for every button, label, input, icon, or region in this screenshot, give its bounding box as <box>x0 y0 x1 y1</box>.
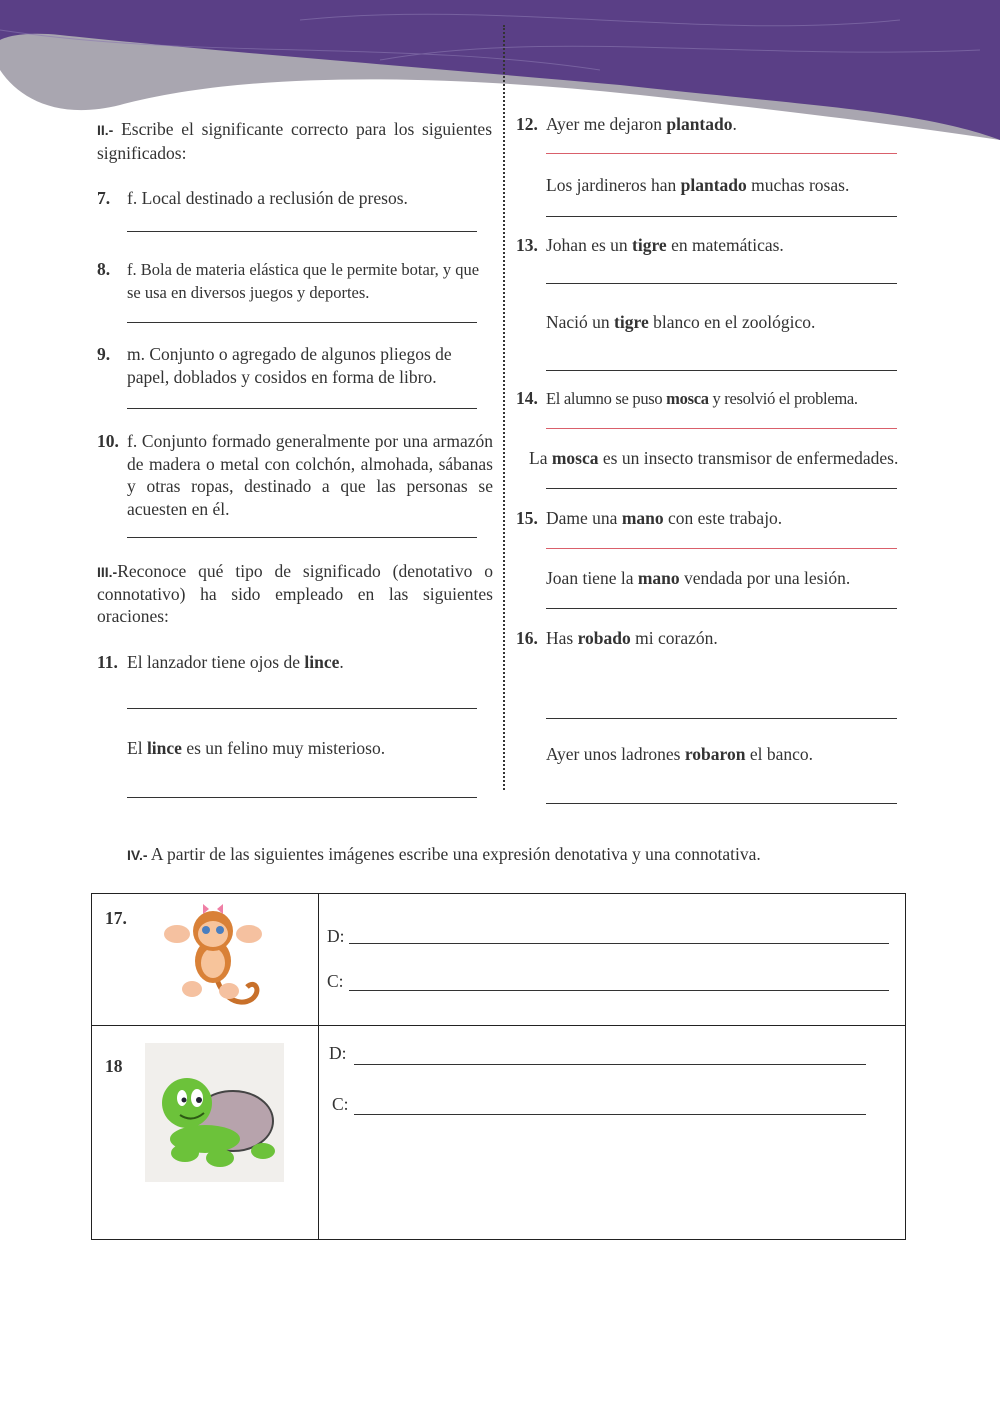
connotative-line[interactable] <box>349 990 889 991</box>
text: Johan es un <box>546 235 633 255</box>
text: y resolvió el problema. <box>708 389 858 408</box>
text: Has <box>546 628 578 648</box>
text: blanco en el zoológico. <box>648 312 816 332</box>
answer-cell <box>319 1026 906 1240</box>
section-4-instruction <box>127 843 761 867</box>
section-2-instruction <box>97 118 492 165</box>
q15-sentence-b <box>546 567 850 590</box>
image-cell <box>92 894 319 1026</box>
answer-line-12a[interactable] <box>546 153 897 154</box>
connotative-label: C: <box>327 971 344 991</box>
q14-number: 14. <box>516 388 538 408</box>
keyword: mosca <box>551 448 599 468</box>
q10-number: 10. <box>97 431 119 451</box>
keyword: robaron <box>684 744 746 764</box>
text: El <box>127 738 147 758</box>
text: en matemáticas. <box>666 235 784 255</box>
image-expression-table <box>91 893 906 1240</box>
table-row <box>92 894 906 1026</box>
answer-line-8[interactable] <box>127 322 477 323</box>
answer-line-11a[interactable] <box>127 708 477 709</box>
q13-sentence-a <box>546 234 784 257</box>
answer-line-11b[interactable] <box>127 797 477 798</box>
q11-sentence-b <box>127 737 385 760</box>
denotative-label: D: <box>327 926 345 946</box>
text: . <box>732 114 737 134</box>
text: Dame una <box>546 508 622 528</box>
answer-line-15a[interactable] <box>546 548 897 549</box>
monkey-image <box>157 899 267 1009</box>
answer-line-16b[interactable] <box>546 803 897 804</box>
q16-number: 16. <box>516 628 538 648</box>
text: mi corazón. <box>630 628 718 648</box>
keyword: robado <box>577 628 631 648</box>
q15-number: 15. <box>516 508 538 528</box>
connotative-line[interactable] <box>354 1114 866 1115</box>
section-label: II.- <box>97 122 114 138</box>
q9-number: 9. <box>97 344 111 364</box>
q10-text: f. Conjunto formado generalmente por una armazón de madera o metal con colchón, almohada, sábanas y otras ropas, destinado a que las personas se acuesten en él. <box>127 431 493 519</box>
q11-sentence-a <box>127 651 344 674</box>
text: Ayer me dejaron <box>546 114 667 134</box>
denotative-line[interactable] <box>354 1064 866 1065</box>
instruction-text: A partir de las siguientes imágenes escribe una expresión denotativa y una connotativa. <box>150 844 761 864</box>
answer-line-14b[interactable] <box>546 488 897 489</box>
denotative-line[interactable] <box>349 943 889 944</box>
text: El alumno se puso <box>546 389 667 408</box>
answer-line-9[interactable] <box>127 408 477 409</box>
q11-number: 11. <box>97 652 118 672</box>
answer-line-16a[interactable] <box>546 718 897 719</box>
q12-sentence-b <box>546 174 849 197</box>
text: con este trabajo. <box>663 508 783 528</box>
keyword: mano <box>637 568 680 588</box>
image-cell <box>92 1026 319 1240</box>
q14-sentence-b <box>529 447 898 470</box>
section-3-instruction <box>97 560 493 627</box>
section-label: III.- <box>97 564 118 580</box>
answer-line-10[interactable] <box>127 537 477 538</box>
text: El lanzador tiene ojos de <box>127 652 305 672</box>
keyword: tigre <box>614 312 649 332</box>
instruction-text: Escribe el significante correcto para los siguientes significados: <box>97 119 493 163</box>
text: el banco. <box>745 744 814 764</box>
keyword: mano <box>621 508 664 528</box>
connotative-label: C: <box>332 1094 349 1114</box>
text: Ayer unos ladrones <box>546 744 685 764</box>
q8-number: 8. <box>97 259 111 279</box>
row-number: 17. <box>105 908 127 928</box>
keyword: plantado <box>666 114 733 134</box>
text: muchas rosas. <box>746 175 850 195</box>
denotative-label: D: <box>329 1043 347 1063</box>
q12-number: 12. <box>516 114 538 134</box>
answer-line-12b[interactable] <box>546 216 897 217</box>
keyword: lince <box>304 652 340 672</box>
q7-text: f. Local destinado a reclusión de presos. <box>127 188 408 208</box>
row-number: 18 <box>105 1056 123 1076</box>
answer-cell <box>319 894 906 1026</box>
q13-sentence-b <box>546 311 815 334</box>
q15-sentence-a <box>546 507 782 530</box>
keyword: tigre <box>632 235 667 255</box>
q14-sentence-a <box>546 387 858 410</box>
keyword: plantado <box>680 175 747 195</box>
q8-text: f. Bola de materia elástica que le permite botar, y que se usa en diversos juegos y deportes. <box>127 260 480 302</box>
text: La <box>529 448 552 468</box>
q7-number: 7. <box>97 188 111 208</box>
q13-number: 13. <box>516 235 538 255</box>
turtle-image <box>145 1043 284 1182</box>
text: . <box>339 652 344 672</box>
instruction-text: Reconoce qué tipo de significado (denotativo o connotativo) ha sido empleado en las siguientes oraciones: <box>97 561 493 626</box>
text: Joan tiene la <box>546 568 638 588</box>
q12-sentence-a <box>546 113 737 136</box>
q9-text: m. Conjunto o agregado de algunos pliegos de papel, doblados y cosidos en forma de libro. <box>127 344 452 387</box>
keyword: mosca <box>666 389 709 408</box>
answer-line-13b[interactable] <box>546 370 897 371</box>
text: es un insecto transmisor de enfermedades. <box>598 448 899 468</box>
text: vendada por una lesión. <box>679 568 851 588</box>
section-label: IV.- <box>127 847 148 863</box>
table-row <box>92 1026 906 1240</box>
column-divider <box>503 25 505 790</box>
text: es un felino muy misterioso. <box>181 738 386 758</box>
answer-line-13a[interactable] <box>546 283 897 284</box>
answer-line-14a[interactable] <box>546 428 897 429</box>
text: Los jardineros han <box>546 175 681 195</box>
keyword: lince <box>146 738 182 758</box>
answer-line-15b[interactable] <box>546 608 897 609</box>
answer-line-7[interactable] <box>127 231 477 232</box>
q16-sentence-b <box>546 743 813 766</box>
q16-sentence-a <box>546 627 718 650</box>
text: Nació un <box>546 312 615 332</box>
